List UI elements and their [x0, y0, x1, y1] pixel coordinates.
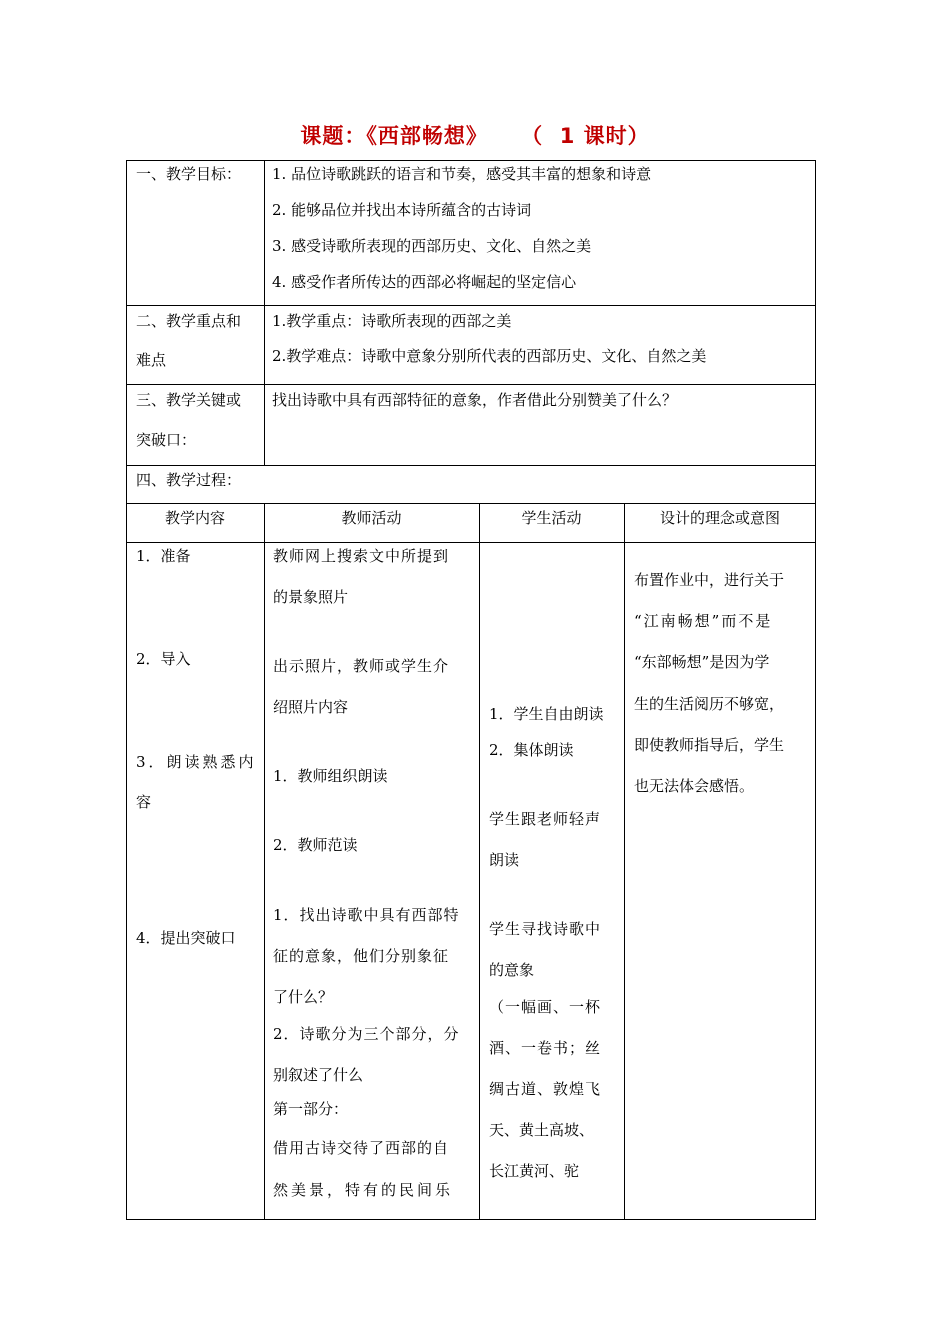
teacher-line: 2．教师范读: [273, 836, 358, 854]
teacher-line: 借用古诗交待了西部的自: [273, 1139, 450, 1157]
student-line: 酒、一卷书；丝: [489, 1039, 602, 1057]
header-design: 设计的理念或意图: [659, 509, 780, 527]
teacher-line: 征的意象，他们分别象征: [273, 947, 450, 965]
breakthrough-text: 找出诗歌中具有西部特征的意象，作者借此分别赞美了什么？: [272, 391, 678, 409]
key-point-item: 1.教学重点：诗歌所表现的西部之美: [272, 312, 512, 330]
objective-item: 2. 能够品位并找出本诗所蕴含的古诗词: [272, 201, 532, 219]
header-teacher: 教师活动: [341, 509, 402, 527]
content-item: 容: [136, 793, 152, 811]
student-line: 学生寻找诗歌中: [489, 920, 602, 938]
key-points-label-2: 难点: [136, 351, 167, 369]
teacher-line: 别叙述了什么: [273, 1066, 364, 1084]
student-line: 的意象: [489, 961, 535, 979]
design-line: “江南畅想”而不是: [634, 612, 773, 630]
content-item: 3．朗读熟悉内: [136, 753, 257, 771]
breakthrough-label-2: 突破口：: [136, 431, 197, 449]
header-content: 教学内容: [164, 509, 225, 527]
student-line: 长江黄河、驼: [489, 1162, 580, 1180]
design-line: “东部畅想”是因为学: [634, 653, 770, 671]
student-line: 绸古道、敦煌飞: [489, 1080, 602, 1098]
teacher-line: 教师网上搜索文中所提到: [273, 547, 450, 565]
design-line: 生的生活阅历不够宽，: [634, 695, 785, 713]
teacher-line: 的景象照片: [273, 588, 349, 606]
content-item: 4．提出突破口: [136, 929, 236, 947]
objective-item: 1. 品位诗歌跳跃的语言和节奏，感受其丰富的想象和诗意: [272, 165, 652, 183]
teacher-line: 第一部分：: [273, 1100, 349, 1118]
teacher-line: 2．诗歌分为三个部分，分: [273, 1025, 460, 1043]
key-points-label: 二、教学重点和: [136, 312, 242, 330]
teacher-line: 绍照片内容: [273, 698, 349, 716]
student-line: 1．学生自由朗读: [489, 705, 604, 723]
student-line: 学生跟老师轻声: [489, 810, 602, 828]
objective-item: 4. 感受作者所传达的西部必将崛起的坚定信心: [272, 273, 577, 291]
student-line: 朗读: [489, 851, 520, 869]
teacher-line: 1．教师组织朗读: [273, 767, 388, 785]
objectives-label: 一、教学目标：: [136, 165, 242, 183]
teacher-line: 1．找出诗歌中具有西部特: [273, 906, 460, 924]
student-line: 天、黄土高坡、: [489, 1121, 595, 1139]
header-student: 学生活动: [521, 509, 582, 527]
design-line: 布置作业中，进行关于: [634, 571, 785, 589]
design-line: 也无法体会感悟。: [634, 777, 755, 795]
page-title: 课题：《西部畅想》 （ 1 课时）: [300, 124, 650, 148]
teacher-line: 然美景，特有的民间乐: [273, 1181, 454, 1199]
content-item: 1．准备: [136, 547, 191, 565]
design-line: 即使教师指导后，学生: [634, 736, 785, 754]
teacher-line: 出示照片，教师或学生介: [273, 657, 450, 675]
process-label: 四、教学过程：: [136, 471, 242, 489]
key-point-item: 2.教学难点：诗歌中意象分别所代表的西部历史、文化、自然之美: [272, 347, 707, 365]
objective-item: 3. 感受诗歌所表现的西部历史、文化、自然之美: [272, 237, 592, 255]
student-line: （一幅画、一杯: [489, 998, 602, 1016]
breakthrough-label: 三、教学关键或: [136, 391, 242, 409]
content-item: 2．导入: [136, 650, 191, 668]
teacher-line: 了什么？: [273, 988, 334, 1006]
student-line: 2．集体朗读: [489, 741, 574, 759]
